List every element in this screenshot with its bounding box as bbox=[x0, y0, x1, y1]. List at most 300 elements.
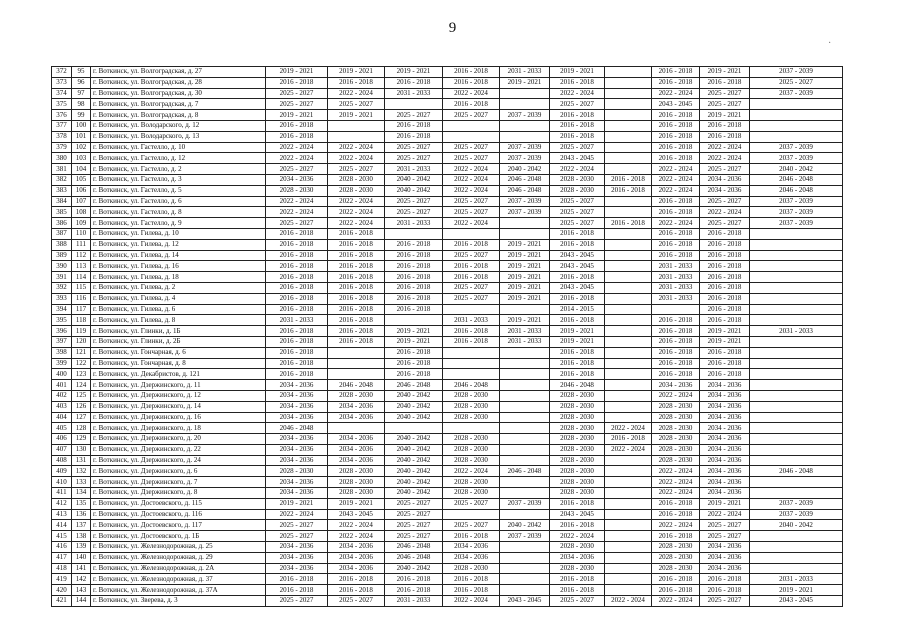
cell-period-4: 2028 - 2030 bbox=[443, 390, 500, 401]
cell-period-6: 2022 - 2024 bbox=[550, 531, 605, 542]
cell-period-8: 2031 - 2033 bbox=[652, 282, 700, 293]
cell-row-number: 376 bbox=[52, 110, 72, 121]
cell-address: г. Воткинск, ул. Достоевского, д. 117 bbox=[91, 520, 266, 531]
cell-period-3: 2046 - 2048 bbox=[385, 542, 443, 553]
cell-period-3: 2040 - 2042 bbox=[385, 412, 443, 423]
cell-period-1: 2034 - 2036 bbox=[266, 552, 328, 563]
cell-address: г. Воткинск, ул. Гастелло, д. 5 bbox=[91, 185, 266, 196]
cell-item-number: 101 bbox=[72, 131, 91, 142]
cell-row-number: 417 bbox=[52, 552, 72, 563]
cell-period-8: 2016 - 2018 bbox=[652, 336, 700, 347]
cell-period-1: 2025 - 2027 bbox=[266, 520, 328, 531]
cell-period-8: 2016 - 2018 bbox=[652, 67, 700, 78]
cell-period-4 bbox=[443, 509, 500, 520]
cell-period-10 bbox=[750, 272, 843, 283]
cell-period-6: 2025 - 2027 bbox=[550, 196, 605, 207]
cell-address: г. Воткинск, ул. Гилева, д. 14 bbox=[91, 250, 266, 261]
cell-period-6: 2016 - 2018 bbox=[550, 228, 605, 239]
cell-period-6: 2016 - 2018 bbox=[550, 293, 605, 304]
cell-period-9: 2025 - 2027 bbox=[700, 196, 750, 207]
cell-period-9: 2019 - 2021 bbox=[700, 498, 750, 509]
cell-period-10 bbox=[750, 110, 843, 121]
cell-period-5: 2043 - 2045 bbox=[500, 596, 550, 607]
cell-item-number: 103 bbox=[72, 153, 91, 164]
cell-period-3: 2016 - 2018 bbox=[385, 369, 443, 380]
cell-item-number: 111 bbox=[72, 239, 91, 250]
cell-period-8: 2016 - 2018 bbox=[652, 110, 700, 121]
cell-period-1: 2022 - 2024 bbox=[266, 142, 328, 153]
cell-period-9: 2034 - 2036 bbox=[700, 412, 750, 423]
cell-period-10: 2037 - 2039 bbox=[750, 67, 843, 78]
cell-period-3: 2016 - 2018 bbox=[385, 293, 443, 304]
cell-period-2: 2025 - 2027 bbox=[328, 99, 385, 110]
cell-period-2: 2016 - 2018 bbox=[328, 228, 385, 239]
cell-item-number: 143 bbox=[72, 585, 91, 596]
cell-period-8: 2016 - 2018 bbox=[652, 196, 700, 207]
cell-address: г. Воткинск, ул. Дзержинского, д. 7 bbox=[91, 477, 266, 488]
cell-address: г. Воткинск, ул. Дзержинского, д. 14 bbox=[91, 401, 266, 412]
cell-period-5 bbox=[500, 542, 550, 553]
cell-period-4: 2016 - 2018 bbox=[443, 99, 500, 110]
cell-row-number: 382 bbox=[52, 174, 72, 185]
cell-row-number: 415 bbox=[52, 531, 72, 542]
cell-period-10 bbox=[750, 380, 843, 391]
cell-period-8: 2016 - 2018 bbox=[652, 347, 700, 358]
cell-period-10: 2037 - 2039 bbox=[750, 509, 843, 520]
cell-period-5 bbox=[500, 380, 550, 391]
cell-period-1: 2016 - 2018 bbox=[266, 326, 328, 337]
cell-period-10 bbox=[750, 390, 843, 401]
table-row bbox=[52, 358, 843, 369]
cell-period-9: 2016 - 2018 bbox=[700, 369, 750, 380]
cell-period-5 bbox=[500, 120, 550, 131]
cell-address: г. Воткинск, ул. Достоевского, д. 116 bbox=[91, 509, 266, 520]
cell-period-4: 2016 - 2018 bbox=[443, 77, 500, 88]
cell-period-8: 2016 - 2018 bbox=[652, 531, 700, 542]
cell-row-number: 421 bbox=[52, 596, 72, 607]
cell-period-4: 2028 - 2030 bbox=[443, 488, 500, 499]
cell-period-7 bbox=[605, 304, 652, 315]
cell-period-10: 2046 - 2048 bbox=[750, 466, 843, 477]
cell-period-9: 2019 - 2021 bbox=[700, 336, 750, 347]
cell-period-7 bbox=[605, 326, 652, 337]
cell-period-7 bbox=[605, 563, 652, 574]
cell-period-10: 2031 - 2033 bbox=[750, 574, 843, 585]
cell-period-10 bbox=[750, 552, 843, 563]
cell-period-1: 2019 - 2021 bbox=[266, 67, 328, 78]
cell-period-7 bbox=[605, 358, 652, 369]
cell-period-8: 2043 - 2045 bbox=[652, 99, 700, 110]
cell-period-8: 2028 - 2030 bbox=[652, 542, 700, 553]
cell-period-1: 2016 - 2018 bbox=[266, 358, 328, 369]
cell-address: г. Воткинск, ул. Глинки, д. 2Б bbox=[91, 336, 266, 347]
cell-period-9: 2034 - 2036 bbox=[700, 434, 750, 445]
cell-period-2: 2016 - 2018 bbox=[328, 77, 385, 88]
cell-period-4: 2025 - 2027 bbox=[443, 196, 500, 207]
cell-period-6: 2016 - 2018 bbox=[550, 120, 605, 131]
cell-item-number: 139 bbox=[72, 542, 91, 553]
cell-period-10 bbox=[750, 488, 843, 499]
cell-period-5 bbox=[500, 390, 550, 401]
cell-period-5 bbox=[500, 509, 550, 520]
cell-period-1: 2034 - 2036 bbox=[266, 412, 328, 423]
cell-period-4: 2025 - 2027 bbox=[443, 110, 500, 121]
cell-period-9: 2025 - 2027 bbox=[700, 531, 750, 542]
table-row bbox=[52, 488, 843, 499]
cell-period-5: 2031 - 2033 bbox=[500, 336, 550, 347]
cell-address: г. Воткинск, ул. Володарского, д. 12 bbox=[91, 120, 266, 131]
table-row bbox=[52, 347, 843, 358]
cell-item-number: 121 bbox=[72, 347, 91, 358]
cell-period-10: 2037 - 2039 bbox=[750, 498, 843, 509]
cell-period-6: 2028 - 2030 bbox=[550, 542, 605, 553]
cell-address: г. Воткинск, ул. Дзержинского, д. 12 bbox=[91, 390, 266, 401]
cell-period-1: 2016 - 2018 bbox=[266, 293, 328, 304]
table-row bbox=[52, 304, 843, 315]
cell-period-8: 2016 - 2018 bbox=[652, 574, 700, 585]
cell-row-number: 416 bbox=[52, 542, 72, 553]
cell-period-6: 2043 - 2045 bbox=[550, 261, 605, 272]
cell-period-3: 2016 - 2018 bbox=[385, 239, 443, 250]
cell-period-10 bbox=[750, 477, 843, 488]
cell-address: г. Воткинск, ул. Гончарная, д. 6 bbox=[91, 347, 266, 358]
cell-item-number: 123 bbox=[72, 369, 91, 380]
cell-period-10 bbox=[750, 336, 843, 347]
cell-row-number: 412 bbox=[52, 498, 72, 509]
cell-period-10: 2037 - 2039 bbox=[750, 153, 843, 164]
cell-period-9: 2022 - 2024 bbox=[700, 509, 750, 520]
cell-item-number: 118 bbox=[72, 315, 91, 326]
cell-period-2: 2016 - 2018 bbox=[328, 585, 385, 596]
cell-row-number: 401 bbox=[52, 380, 72, 391]
cell-period-1: 2034 - 2036 bbox=[266, 488, 328, 499]
cell-period-7 bbox=[605, 574, 652, 585]
cell-period-2: 2034 - 2036 bbox=[328, 401, 385, 412]
cell-period-1: 2034 - 2036 bbox=[266, 563, 328, 574]
cell-period-4: 2022 - 2024 bbox=[443, 218, 500, 229]
cell-row-number: 400 bbox=[52, 369, 72, 380]
cell-period-7 bbox=[605, 228, 652, 239]
cell-period-10 bbox=[750, 282, 843, 293]
cell-period-2: 2034 - 2036 bbox=[328, 412, 385, 423]
cell-address: г. Воткинск, ул. Гастелло, д. 12 bbox=[91, 153, 266, 164]
cell-period-2: 2022 - 2024 bbox=[328, 196, 385, 207]
cell-row-number: 419 bbox=[52, 574, 72, 585]
cell-period-3: 2046 - 2048 bbox=[385, 552, 443, 563]
cell-period-2: 2028 - 2030 bbox=[328, 466, 385, 477]
cell-period-2: 2028 - 2030 bbox=[328, 185, 385, 196]
table-row bbox=[52, 293, 843, 304]
cell-period-10: 2037 - 2039 bbox=[750, 142, 843, 153]
cell-period-1: 2019 - 2021 bbox=[266, 110, 328, 121]
cell-item-number: 104 bbox=[72, 164, 91, 175]
cell-period-10 bbox=[750, 99, 843, 110]
cell-period-9: 2034 - 2036 bbox=[700, 563, 750, 574]
cell-period-5: 2037 - 2039 bbox=[500, 531, 550, 542]
cell-period-4: 2016 - 2018 bbox=[443, 336, 500, 347]
cell-period-7: 2016 - 2018 bbox=[605, 218, 652, 229]
cell-period-7: 2016 - 2018 bbox=[605, 185, 652, 196]
cell-period-5 bbox=[500, 99, 550, 110]
cell-period-10: 2043 - 2045 bbox=[750, 596, 843, 607]
cell-period-5 bbox=[500, 401, 550, 412]
cell-period-1: 2034 - 2036 bbox=[266, 390, 328, 401]
cell-period-3: 2031 - 2033 bbox=[385, 596, 443, 607]
cell-period-5 bbox=[500, 304, 550, 315]
cell-period-5 bbox=[500, 488, 550, 499]
cell-period-1: 2016 - 2018 bbox=[266, 336, 328, 347]
table-row bbox=[52, 423, 843, 434]
cell-address: г. Воткинск, ул. Гилева, д. 18 bbox=[91, 272, 266, 283]
cell-period-10 bbox=[750, 563, 843, 574]
table-row bbox=[52, 520, 843, 531]
cell-period-9: 2016 - 2018 bbox=[700, 347, 750, 358]
cell-period-5: 2031 - 2033 bbox=[500, 67, 550, 78]
table-row bbox=[52, 585, 843, 596]
cell-period-3: 2019 - 2021 bbox=[385, 326, 443, 337]
cell-period-2: 2022 - 2024 bbox=[328, 153, 385, 164]
cell-period-2 bbox=[328, 358, 385, 369]
cell-period-1: 2025 - 2027 bbox=[266, 99, 328, 110]
cell-period-2: 2022 - 2024 bbox=[328, 218, 385, 229]
cell-period-1: 2016 - 2018 bbox=[266, 272, 328, 283]
cell-period-9: 2034 - 2036 bbox=[700, 390, 750, 401]
cell-period-2: 2016 - 2018 bbox=[328, 304, 385, 315]
cell-period-7 bbox=[605, 315, 652, 326]
table-row bbox=[52, 120, 843, 131]
cell-period-10 bbox=[750, 250, 843, 261]
cell-period-4: 2022 - 2024 bbox=[443, 174, 500, 185]
cell-period-8: 2028 - 2030 bbox=[652, 563, 700, 574]
table-row bbox=[52, 207, 843, 218]
cell-item-number: 133 bbox=[72, 477, 91, 488]
cell-period-5 bbox=[500, 444, 550, 455]
cell-period-6: 2028 - 2030 bbox=[550, 412, 605, 423]
cell-period-6: 2028 - 2030 bbox=[550, 563, 605, 574]
cell-period-2: 2019 - 2021 bbox=[328, 110, 385, 121]
cell-period-10: 2046 - 2048 bbox=[750, 185, 843, 196]
cell-period-8: 2022 - 2024 bbox=[652, 88, 700, 99]
cell-period-3: 2040 - 2042 bbox=[385, 477, 443, 488]
cell-period-4: 2028 - 2030 bbox=[443, 401, 500, 412]
cell-period-8: 2016 - 2018 bbox=[652, 498, 700, 509]
cell-period-5 bbox=[500, 423, 550, 434]
cell-period-3: 2040 - 2042 bbox=[385, 185, 443, 196]
cell-address: г. Воткинск, ул. Гилева, д. 2 bbox=[91, 282, 266, 293]
cell-row-number: 394 bbox=[52, 304, 72, 315]
cell-period-3: 2040 - 2042 bbox=[385, 455, 443, 466]
cell-period-10 bbox=[750, 542, 843, 553]
cell-period-4: 2016 - 2018 bbox=[443, 239, 500, 250]
cell-item-number: 114 bbox=[72, 272, 91, 283]
cell-period-8: 2028 - 2030 bbox=[652, 401, 700, 412]
cell-period-4: 2016 - 2018 bbox=[443, 574, 500, 585]
table-row bbox=[52, 434, 843, 445]
cell-period-3: 2016 - 2018 bbox=[385, 585, 443, 596]
table-row bbox=[52, 131, 843, 142]
cell-period-9: 2016 - 2018 bbox=[700, 131, 750, 142]
cell-address: г. Воткинск, ул. Гилева, д. 6 bbox=[91, 304, 266, 315]
cell-period-9: 2016 - 2018 bbox=[700, 585, 750, 596]
cell-period-8: 2028 - 2030 bbox=[652, 412, 700, 423]
cell-period-9: 2025 - 2027 bbox=[700, 520, 750, 531]
cell-address: г. Воткинск, ул. Гилева, д. 12 bbox=[91, 239, 266, 250]
cell-period-6: 2028 - 2030 bbox=[550, 401, 605, 412]
cell-period-8: 2016 - 2018 bbox=[652, 228, 700, 239]
cell-period-9: 2016 - 2018 bbox=[700, 77, 750, 88]
cell-period-7 bbox=[605, 477, 652, 488]
cell-period-3 bbox=[385, 99, 443, 110]
cell-row-number: 383 bbox=[52, 185, 72, 196]
cell-period-4: 2022 - 2024 bbox=[443, 596, 500, 607]
table-row bbox=[52, 315, 843, 326]
cell-period-4: 2016 - 2018 bbox=[443, 272, 500, 283]
cell-period-2 bbox=[328, 131, 385, 142]
cell-period-5 bbox=[500, 412, 550, 423]
cell-period-2: 2034 - 2036 bbox=[328, 542, 385, 553]
cell-period-8: 2022 - 2024 bbox=[652, 466, 700, 477]
cell-period-5: 2019 - 2021 bbox=[500, 239, 550, 250]
cell-period-1: 2025 - 2027 bbox=[266, 531, 328, 542]
cell-period-2: 2028 - 2030 bbox=[328, 174, 385, 185]
cell-period-8: 2022 - 2024 bbox=[652, 218, 700, 229]
cell-period-5: 2019 - 2021 bbox=[500, 272, 550, 283]
cell-period-5: 2037 - 2039 bbox=[500, 153, 550, 164]
cell-period-2: 2022 - 2024 bbox=[328, 142, 385, 153]
cell-period-6: 2025 - 2027 bbox=[550, 207, 605, 218]
cell-address: г. Воткинск, ул. Дзержинского, д. 20 bbox=[91, 434, 266, 445]
cell-period-6: 2014 - 2015 bbox=[550, 304, 605, 315]
cell-item-number: 100 bbox=[72, 120, 91, 131]
cell-period-1: 2031 - 2033 bbox=[266, 315, 328, 326]
cell-address: г. Воткинск, ул. Волгоградская, д. 7 bbox=[91, 99, 266, 110]
cell-period-4: 2016 - 2018 bbox=[443, 261, 500, 272]
cell-period-9: 2016 - 2018 bbox=[700, 282, 750, 293]
cell-period-5: 2037 - 2039 bbox=[500, 207, 550, 218]
cell-period-9: 2025 - 2027 bbox=[700, 596, 750, 607]
cell-period-9: 2034 - 2036 bbox=[700, 444, 750, 455]
cell-period-3: 2040 - 2042 bbox=[385, 401, 443, 412]
cell-period-3: 2040 - 2042 bbox=[385, 434, 443, 445]
cell-address: г. Воткинск, ул. Гастелло, д. 9 bbox=[91, 218, 266, 229]
cell-period-5 bbox=[500, 228, 550, 239]
cell-address: г. Воткинск, ул. Гончарная, д. 8 bbox=[91, 358, 266, 369]
cell-period-8: 2016 - 2018 bbox=[652, 131, 700, 142]
cell-row-number: 391 bbox=[52, 272, 72, 283]
cell-period-9: 2034 - 2036 bbox=[700, 185, 750, 196]
cell-period-7 bbox=[605, 239, 652, 250]
cell-period-2: 2034 - 2036 bbox=[328, 552, 385, 563]
cell-period-1: 2016 - 2018 bbox=[266, 282, 328, 293]
cell-period-4: 2025 - 2027 bbox=[443, 153, 500, 164]
cell-period-4: 2034 - 2036 bbox=[443, 542, 500, 553]
cell-row-number: 418 bbox=[52, 563, 72, 574]
cell-period-1: 2022 - 2024 bbox=[266, 207, 328, 218]
cell-period-7 bbox=[605, 369, 652, 380]
cell-period-7 bbox=[605, 196, 652, 207]
cell-period-4: 2025 - 2027 bbox=[443, 282, 500, 293]
cell-item-number: 142 bbox=[72, 574, 91, 585]
cell-period-2: 2016 - 2018 bbox=[328, 250, 385, 261]
cell-period-8: 2031 - 2033 bbox=[652, 293, 700, 304]
cell-item-number: 131 bbox=[72, 455, 91, 466]
cell-period-6: 2028 - 2030 bbox=[550, 185, 605, 196]
cell-period-2 bbox=[328, 369, 385, 380]
cell-period-4: 2028 - 2030 bbox=[443, 444, 500, 455]
cell-period-3: 2031 - 2033 bbox=[385, 88, 443, 99]
cell-period-10 bbox=[750, 423, 843, 434]
cell-item-number: 106 bbox=[72, 185, 91, 196]
cell-period-5: 2037 - 2039 bbox=[500, 498, 550, 509]
scan-mark: · bbox=[828, 38, 832, 49]
table-row bbox=[52, 380, 843, 391]
cell-period-2: 2022 - 2024 bbox=[328, 531, 385, 542]
cell-row-number: 380 bbox=[52, 153, 72, 164]
cell-period-7: 2022 - 2024 bbox=[605, 596, 652, 607]
cell-address: г. Воткинск, ул. Дзержинского, д. 24 bbox=[91, 455, 266, 466]
cell-period-7 bbox=[605, 390, 652, 401]
cell-period-7 bbox=[605, 498, 652, 509]
cell-period-1: 2022 - 2024 bbox=[266, 509, 328, 520]
cell-period-1: 2022 - 2024 bbox=[266, 153, 328, 164]
cell-period-10 bbox=[750, 412, 843, 423]
cell-period-1: 2028 - 2030 bbox=[266, 185, 328, 196]
cell-period-4: 2016 - 2018 bbox=[443, 326, 500, 337]
cell-period-4: 2028 - 2030 bbox=[443, 455, 500, 466]
cell-period-5 bbox=[500, 477, 550, 488]
cell-period-9: 2016 - 2018 bbox=[700, 228, 750, 239]
cell-period-9: 2016 - 2018 bbox=[700, 293, 750, 304]
cell-period-6: 2025 - 2027 bbox=[550, 142, 605, 153]
table-row bbox=[52, 369, 843, 380]
cell-period-6: 2019 - 2021 bbox=[550, 336, 605, 347]
cell-period-9: 2019 - 2021 bbox=[700, 67, 750, 78]
cell-item-number: 109 bbox=[72, 218, 91, 229]
cell-period-10 bbox=[750, 401, 843, 412]
cell-period-2: 2034 - 2036 bbox=[328, 444, 385, 455]
table-row bbox=[52, 282, 843, 293]
cell-address: г. Воткинск, ул. Железнодорожная, д. 25 bbox=[91, 542, 266, 553]
cell-period-6: 2016 - 2018 bbox=[550, 574, 605, 585]
cell-period-3: 2040 - 2042 bbox=[385, 174, 443, 185]
cell-period-8 bbox=[652, 304, 700, 315]
cell-address: г. Воткинск, ул. Достоевского, д. 115 bbox=[91, 498, 266, 509]
cell-row-number: 378 bbox=[52, 131, 72, 142]
cell-item-number: 129 bbox=[72, 434, 91, 445]
cell-period-2: 2019 - 2021 bbox=[328, 498, 385, 509]
cell-address: г. Воткинск, ул. Волгоградская, д. 30 bbox=[91, 88, 266, 99]
cell-period-9: 2019 - 2021 bbox=[700, 326, 750, 337]
cell-period-7: 2016 - 2018 bbox=[605, 174, 652, 185]
cell-row-number: 388 bbox=[52, 239, 72, 250]
cell-period-7 bbox=[605, 466, 652, 477]
cell-period-9: 2025 - 2027 bbox=[700, 218, 750, 229]
cell-period-6: 2034 - 2036 bbox=[550, 552, 605, 563]
cell-period-1: 2016 - 2018 bbox=[266, 261, 328, 272]
cell-item-number: 107 bbox=[72, 196, 91, 207]
cell-period-7: 2016 - 2018 bbox=[605, 434, 652, 445]
cell-period-3: 2025 - 2027 bbox=[385, 531, 443, 542]
cell-period-6: 2028 - 2030 bbox=[550, 423, 605, 434]
cell-period-6: 2016 - 2018 bbox=[550, 110, 605, 121]
cell-period-9: 2034 - 2036 bbox=[700, 174, 750, 185]
schedule-table bbox=[51, 66, 843, 607]
cell-address: г. Воткинск, ул. Глинки, д. 1Б bbox=[91, 326, 266, 337]
cell-row-number: 403 bbox=[52, 401, 72, 412]
cell-period-8: 2016 - 2018 bbox=[652, 250, 700, 261]
cell-address: г. Воткинск, ул. Дзержинского, д. 6 bbox=[91, 466, 266, 477]
cell-period-1: 2016 - 2018 bbox=[266, 228, 328, 239]
